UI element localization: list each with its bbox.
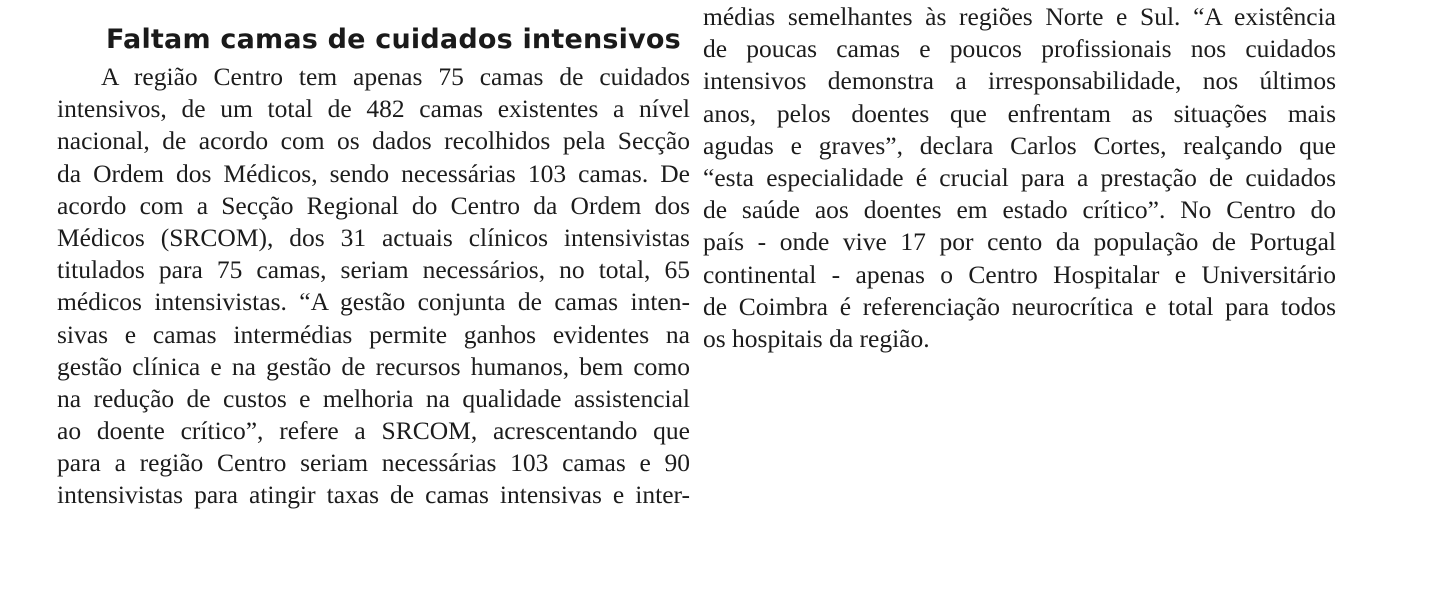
text-line: de poucas camas e poucos profissionais nos cuidados [703,34,1336,64]
text-line: médias semelhantes às regiões Norte e Sul. “A existência [703,2,1336,31]
text-line: Médicos (SRCOM), dos 31 actuais clínicos intensivistas [57,222,690,252]
text-line: gestão clínica e na gestão de recursos humanos, bem como [57,351,690,381]
text-line: intensivos demonstra a irresponsabilidade, nos últimos [703,66,1336,96]
text-line: os hospitais da região. [703,323,930,353]
text-line: A região Centro tem apenas 75 camas de cuidados [101,62,690,91]
text-line: de Coimbra é referenciação neurocrítica e total para todos [703,291,1336,321]
left-column [57,61,690,512]
text-line: da Ordem dos Médicos, sendo necessárias 103 camas. De [57,158,690,188]
text-line: país - onde vive 17 por cento da população de Portugal [703,227,1336,257]
article-headline: Faltam camas de cuidados intensivos [106,24,681,55]
text-line: titulados para 75 camas, seriam necessários, no total, 65 [57,255,690,285]
right-column [703,1,1336,355]
text-line: agudas e graves”, declara Carlos Cortes, realçando que [703,130,1336,160]
text-line: acordo com a Secção Regional do Centro da Ordem dos [57,190,690,220]
text-line: anos, pelos doentes que enfrentam as situações mais [703,98,1336,128]
text-line: médicos intensivistas. “A gestão conjunta de camas inten- [57,287,690,317]
text-line: nacional, de acordo com os dados recolhidos pela Secção [57,126,690,156]
text-line: intensivistas para atingir taxas de camas intensivas e inter- [57,480,690,510]
text-line: para a região Centro seriam necessárias 103 camas e 90 [57,448,690,478]
text-line: sivas e camas intermédias permite ganhos evidentes na [57,319,690,349]
text-line: “esta especialidade é crucial para a prestação de cuidados [703,162,1336,192]
text-line: na redução de custos e melhoria na qualidade assistencial [57,383,690,413]
text-line: de saúde aos doentes em estado crítico”. No Centro do [703,195,1336,225]
text-line: continental - apenas o Centro Hospitalar e Universitário [703,259,1336,289]
text-line: intensivos, de um total de 482 camas existentes a nível [57,94,690,124]
text-line: ao doente crítico”, refere a SRCOM, acrescentando que [57,416,690,446]
